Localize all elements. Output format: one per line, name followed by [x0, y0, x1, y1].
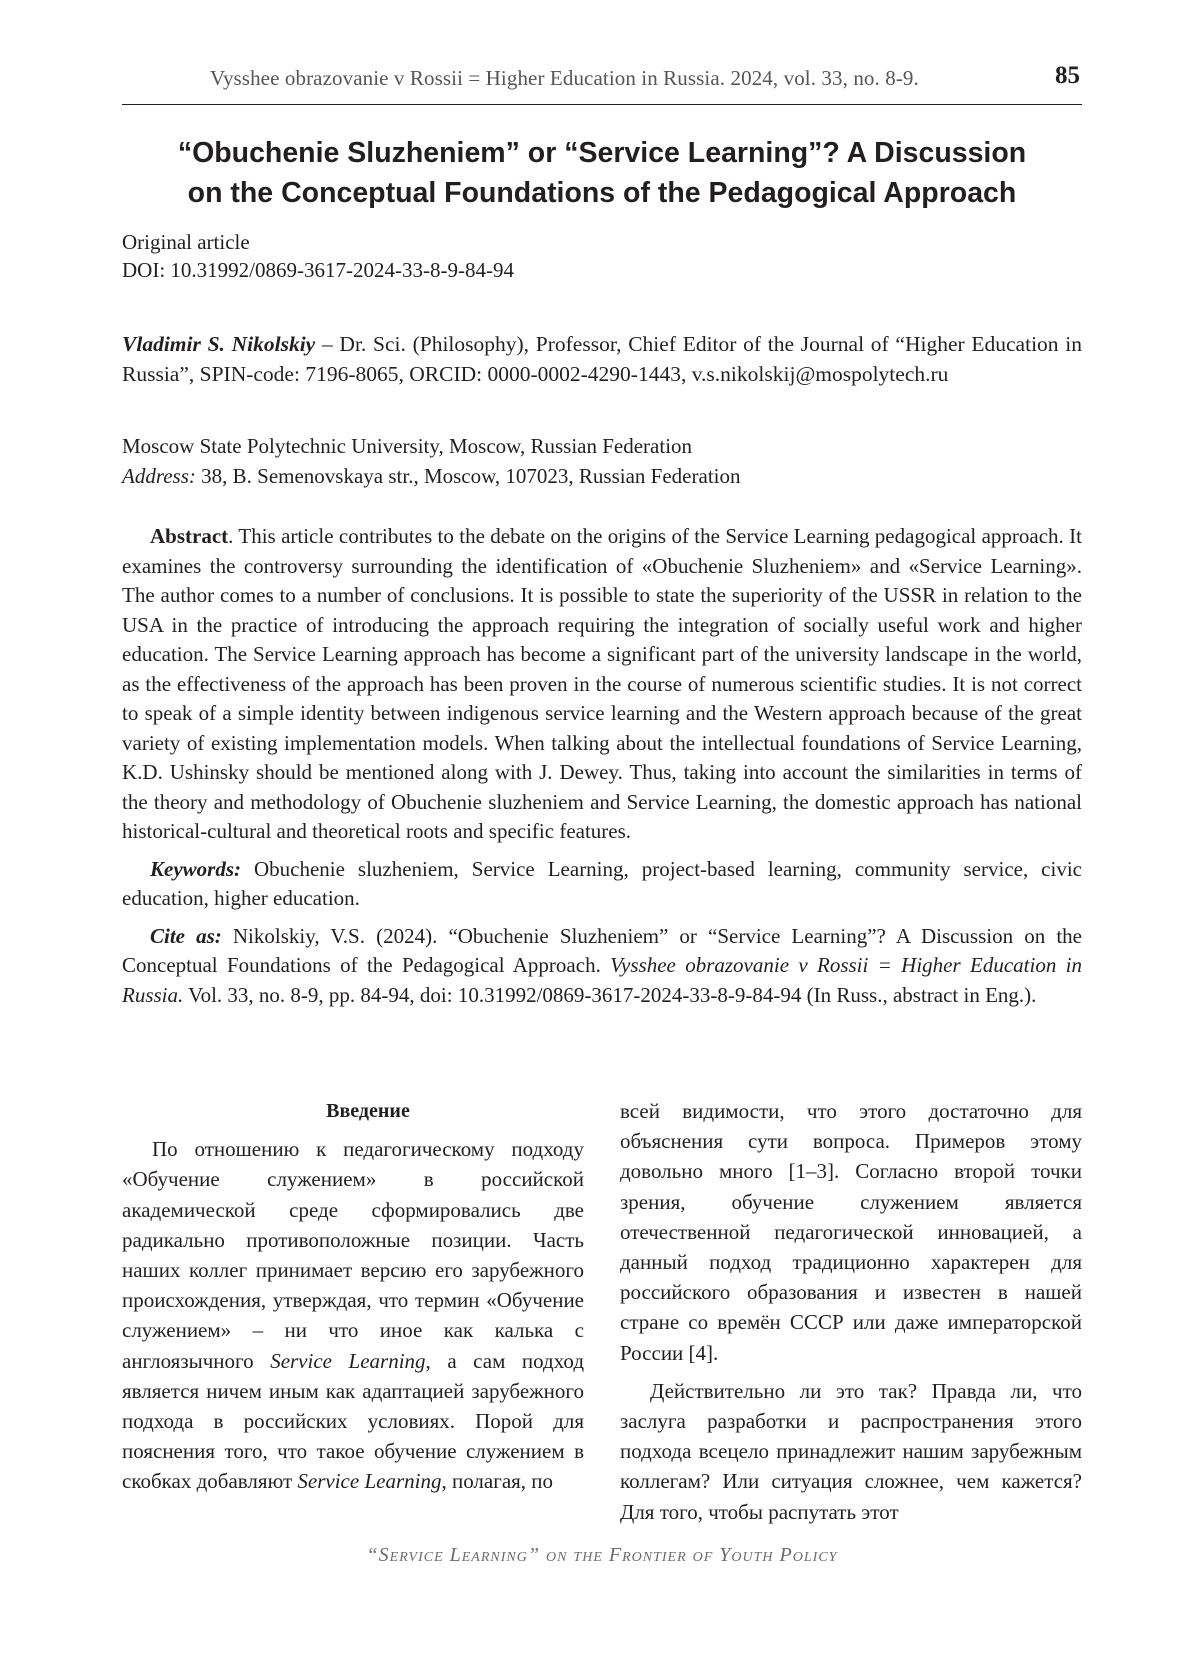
doi: DOI: 10.31992/0869-3617-2024-33-8-9-84-94 [122, 258, 514, 282]
abstract-block [122, 522, 1082, 1018]
author-details: – Dr. Sci. (Philosophy), Professor, Chief Editor of the Journal of “Higher Education in Russia”, SPIN-code: 7196-8065, ORCID: 0000-0002-4290-1443, v.s.nikolskij@mospolytech.ru [122, 332, 1082, 386]
right-paragraph-2: Действительно ли это так? Правда ли, что заслуга разработки и распространения этого подхода всецело принадлежит нашим зарубежным коллегам? Или ситуация сложнее, чем кажется? Для того, чтобы распутать этот [620, 1378, 1082, 1524]
article-type: Original article [122, 230, 250, 254]
intro-heading: Введение [326, 1100, 410, 1122]
institution: Moscow State Polytechnic University, Moscow, Russian Federation [122, 434, 693, 458]
cite-label: Cite as: [150, 923, 222, 948]
running-header [122, 58, 1082, 105]
abstract-text: . This article contributes to the debate on the origins of the Service Learning pedagogical approach. It examines the controversy surrounding the identification of «Obuchenie Sluzheniem» and «Service Learning». The author comes to a number of conclusions. It is possible to state the superiority of the USSR in relation to the USA in the practice of introducing the approach requiring the integration of socially useful work and higher education. The Service Learning approach has become a significant part of the university landscape in the world, as the effectiveness of the approach has been proven in the course of numerous scientific studies. It is not correct to speak of a simple identity between indigenous service learning and the Western approach because of the great variety of existing implementation models. When talking about the intellectual foundations of Service Learning, K.D. Ushinsky should be mentioned along with J. Dewey. Thus, taking into account the similarities in terms of the theory and methodology of Obuchenie sluzheniem and Service Learning, the domestic approach has national historical-cultural and theoretical roots and specific features. [122, 524, 1082, 843]
article-title [122, 133, 1082, 213]
left-paragraph [122, 1134, 584, 1496]
abstract-label: Abstract [150, 524, 229, 548]
keywords-label: Keywords: [150, 856, 241, 881]
left-text-a: По отношению к педагогическому подходу «Обучение служением» в российской академической среде сформировались две радикально противоположные позиции. Часть наших коллег принимает версию его зарубежного происхождения, утверждая, что термин «Обучение служением» – ни что иное как калька с англоязычного [122, 1137, 584, 1373]
affiliation [122, 432, 1082, 491]
journal-line: Vysshee obrazovanie v Rossii = Higher Education in Russia. 2024, vol. 33, no. 8-9. [210, 66, 919, 90]
address-line [122, 462, 1082, 492]
abstract [122, 522, 1082, 847]
title-line-2: on the Conceptual Foundations of the Pedagogical Approach [187, 177, 1017, 209]
right-column [620, 1096, 1082, 1535]
keywords [122, 855, 1082, 914]
address-label: Address: [122, 463, 196, 488]
title-line-1: “Obuchenie Sluzheniem” or “Service Learning”? A Discussion [177, 137, 1027, 169]
author-name: Vladimir S. Nikolskiy [122, 332, 316, 356]
left-em-2: Service Learning [297, 1469, 442, 1494]
left-text-b: , а сам подход является ничем иным как адаптацией зарубежного подхода в российских условиях. Порой для пояснения того, что такое обучение служением в скобках добавляют [122, 1348, 585, 1494]
cite-journal: Vysshee obrazovanie v Rossii = Higher Education in Russia. [122, 953, 1082, 1007]
keywords-text: Obuchenie sluzheniem, Service Learning, project-based learning, community service, civic education, higher education. [122, 856, 1082, 910]
running-footer: “Service Learning” on the Frontier of Youth Policy [366, 1544, 838, 1566]
address: 38, B. Semenovskaya str., Moscow, 107023, Russian Federation [195, 463, 741, 488]
right-paragraph-1: всей видимости, что этого достаточно для объяснения сути вопроса. Примеров этому довольно много [1–3]. Согласно второй точки зрения, обучение служением является отечественной педагогической инновацией, а данный подход традиционно характерен для российского образования и известен в нашей стране со времён СССР или даже императорской России [4]. [620, 1099, 1082, 1365]
left-em-1: Service Learning [270, 1348, 426, 1373]
citation [122, 922, 1082, 1011]
left-column [122, 1096, 584, 1505]
cite-text-2: Vol. 33, no. 8-9, pp. 84-94, doi: 10.31992/0869-3617-2024-33-8-9-84-94 (In Russ., abstract in Eng.). [183, 982, 1037, 1007]
page-number: 85 [1055, 62, 1080, 89]
cite-text-1: Nikolskiy, V.S. (2024). “Obuchenie Sluzheniem” or “Service Learning”? A Discussion on the Conceptual Foundations of the Pedagogical Approach. [122, 923, 1082, 977]
left-text-c: , полагая, по [441, 1469, 554, 1494]
author-block [122, 330, 1082, 389]
